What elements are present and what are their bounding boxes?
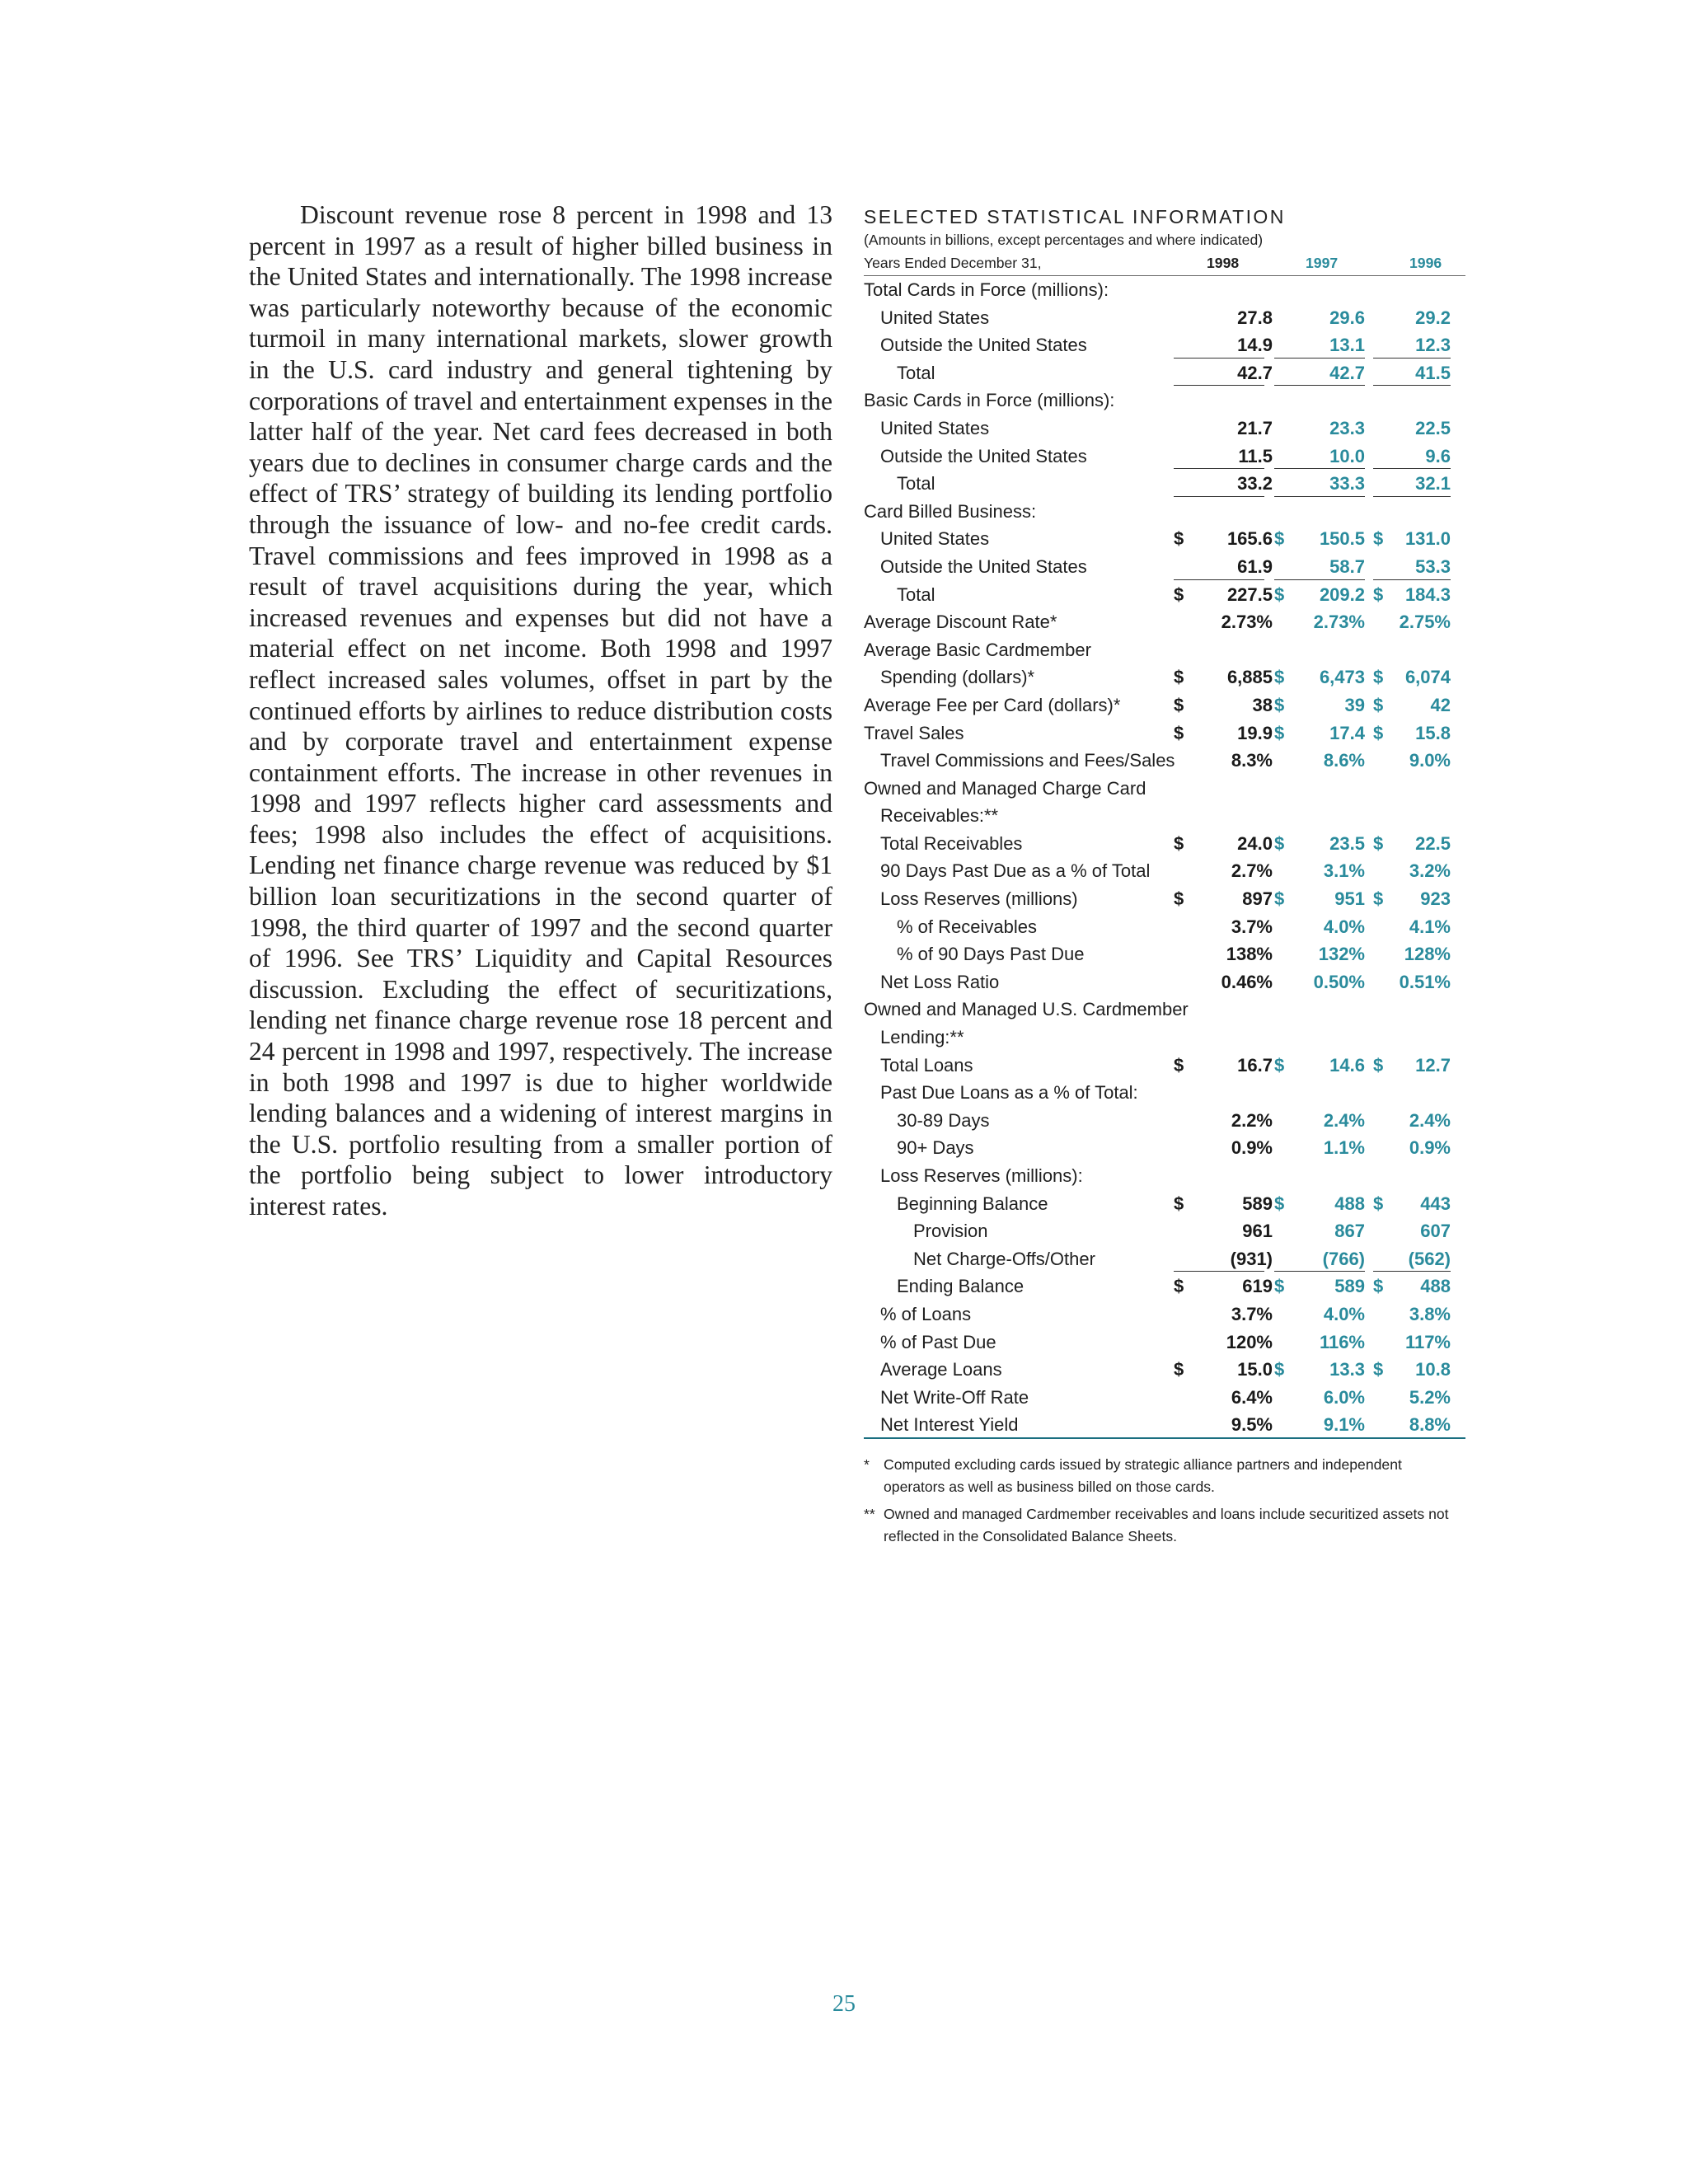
value-1996: 3.2%	[1409, 860, 1451, 882]
row-label: Net Write-Off Rate	[880, 1386, 1029, 1408]
row-label: Total	[897, 362, 935, 383]
value-1996: 0.51%	[1399, 971, 1451, 992]
row-label: Ending Balance	[897, 1276, 1025, 1297]
value-1997: 8.6%	[1323, 750, 1365, 771]
value-1997: 39	[1344, 694, 1365, 715]
dollar-sign: $	[1373, 722, 1384, 743]
value-1996: 4.1%	[1409, 916, 1451, 937]
row-label: Outside the United States	[880, 335, 1087, 356]
row-label: Spending (dollars)*	[880, 667, 1035, 688]
footnote-mark: *	[864, 1455, 870, 1473]
value-1998: 42.7	[1237, 362, 1273, 383]
value-1997: 209.2	[1319, 583, 1365, 605]
value-1998: 16.7	[1237, 1054, 1273, 1076]
dollar-sign: $	[1373, 832, 1384, 854]
value-1996: 42	[1430, 694, 1451, 715]
row-label: Net Interest Yield	[880, 1414, 1019, 1436]
dollar-sign: $	[1373, 694, 1384, 715]
subtotal-rule	[1373, 579, 1451, 580]
stats-row	[864, 304, 1465, 332]
dollar-sign: $	[1174, 583, 1184, 605]
row-label: United States	[880, 528, 990, 550]
subtotal-rule	[1274, 468, 1365, 469]
stats-title: SELECTED STATISTICAL INFORMATION	[864, 206, 1286, 227]
stats-row	[864, 802, 1465, 830]
value-1998: 897	[1242, 888, 1273, 910]
value-1996: 32.1	[1415, 473, 1451, 494]
row-label: % of Loans	[880, 1303, 972, 1324]
value-1997: 2.73%	[1313, 612, 1365, 633]
value-1998: 619	[1242, 1276, 1273, 1297]
value-1996: 2.75%	[1399, 612, 1451, 633]
row-label: Loss Reserves (millions)	[880, 888, 1078, 910]
row-label: 90+ Days	[897, 1137, 974, 1159]
value-1997: 13.1	[1329, 335, 1365, 356]
value-1997: 14.6	[1329, 1054, 1365, 1076]
row-label: Basic Cards in Force (millions):	[864, 390, 1115, 411]
row-label: 30-89 Days	[897, 1109, 990, 1131]
stats-rows	[864, 276, 1465, 1439]
value-1998: 27.8	[1237, 307, 1273, 328]
value-1998: 589	[1242, 1193, 1273, 1214]
year-1998: 1998	[1207, 255, 1240, 271]
value-1998: 2.7%	[1231, 860, 1273, 882]
dollar-sign: $	[1373, 528, 1384, 550]
row-label: Beginning Balance	[897, 1193, 1048, 1214]
value-1996: 12.3	[1415, 335, 1451, 356]
value-1997: 3.1%	[1323, 860, 1365, 882]
row-label: Travel Commissions and Fees/Sales	[880, 750, 1175, 771]
footnote	[864, 1503, 1465, 1548]
value-1998: 2.73%	[1221, 612, 1273, 633]
dollar-sign: $	[1174, 1359, 1184, 1380]
dollar-sign: $	[1274, 1193, 1285, 1214]
subtotal-rule	[1274, 1271, 1365, 1272]
subtotal-rule	[1174, 496, 1264, 497]
value-1997: 1.1%	[1323, 1137, 1365, 1159]
stats-row	[864, 663, 1465, 691]
value-1998: 8.3%	[1231, 750, 1273, 771]
dollar-sign: $	[1174, 667, 1184, 688]
dollar-sign: $	[1274, 667, 1285, 688]
value-1996: 443	[1420, 1193, 1451, 1214]
subtotal-rule	[1174, 579, 1264, 580]
stats-row	[864, 691, 1465, 719]
value-1996: 9.6	[1425, 445, 1451, 466]
row-label: Past Due Loans as a % of Total:	[880, 1082, 1138, 1104]
subtotal-rule	[1274, 579, 1365, 580]
stats-row	[864, 940, 1465, 968]
row-label: Receivables:**	[880, 805, 999, 827]
stats-row	[864, 1411, 1465, 1439]
value-1996: 5.2%	[1409, 1386, 1451, 1408]
stats-row	[864, 525, 1465, 553]
stats-row	[864, 1245, 1465, 1273]
stats-row	[864, 830, 1465, 858]
table-bottom-rule	[864, 1437, 1465, 1439]
dollar-sign: $	[1274, 1276, 1285, 1297]
value-1997: 13.3	[1329, 1359, 1365, 1380]
value-1998: 0.46%	[1221, 971, 1273, 992]
value-1997: 17.4	[1329, 722, 1365, 743]
stats-row	[864, 553, 1465, 581]
dollar-sign: $	[1174, 528, 1184, 550]
stats-row	[864, 747, 1465, 775]
value-1997: (766)	[1322, 1248, 1365, 1269]
value-1997: 10.0	[1329, 445, 1365, 466]
row-label: Net Charge-Offs/Other	[913, 1248, 1095, 1269]
stats-row	[864, 608, 1465, 636]
dollar-sign: $	[1373, 888, 1384, 910]
value-1998: 138%	[1226, 944, 1273, 965]
value-1996: 41.5	[1415, 362, 1451, 383]
stats-row	[864, 415, 1465, 443]
subtotal-rule	[1174, 385, 1264, 386]
year-1997: 1997	[1306, 255, 1339, 271]
year-1996: 1996	[1409, 255, 1442, 271]
row-label: % of Receivables	[897, 916, 1037, 937]
row-label: Total Loans	[880, 1054, 973, 1076]
stats-row	[864, 996, 1465, 1024]
row-label: Loss Reserves (millions):	[880, 1165, 1083, 1186]
stats-row	[864, 1162, 1465, 1190]
value-1997: 116%	[1319, 1331, 1365, 1352]
stats-row	[864, 443, 1465, 471]
dollar-sign: $	[1174, 1276, 1184, 1297]
value-1997: 0.50%	[1313, 971, 1365, 992]
subtotal-rule	[1274, 385, 1365, 386]
value-1998: 15.0	[1237, 1359, 1273, 1380]
value-1996: 607	[1420, 1221, 1451, 1242]
value-1998: 11.5	[1238, 445, 1273, 466]
dollar-sign: $	[1373, 1359, 1384, 1380]
value-1996: 0.9%	[1409, 1137, 1451, 1159]
value-1996: 10.8	[1415, 1359, 1451, 1380]
value-1996: 117%	[1404, 1331, 1451, 1352]
selected-statistical-information	[864, 204, 1465, 1553]
dollar-sign: $	[1274, 528, 1285, 550]
dollar-sign: $	[1274, 1359, 1285, 1380]
value-1996: 53.3	[1415, 555, 1451, 577]
value-1998: 24.0	[1237, 832, 1273, 854]
row-label: Average Discount Rate*	[864, 612, 1057, 633]
value-1997: 150.5	[1319, 528, 1365, 550]
dollar-sign: $	[1174, 694, 1184, 715]
value-1996: 15.8	[1415, 722, 1451, 743]
value-1998: 3.7%	[1231, 916, 1273, 937]
subtotal-rule	[1373, 468, 1451, 469]
row-label: Owned and Managed Charge Card	[864, 777, 1146, 799]
stats-row	[864, 857, 1465, 885]
dollar-sign: $	[1274, 1054, 1285, 1076]
value-1998: 19.9	[1237, 722, 1273, 743]
dollar-sign: $	[1274, 722, 1285, 743]
stats-row	[864, 1190, 1465, 1218]
dollar-sign: $	[1274, 583, 1285, 605]
value-1998: 961	[1242, 1221, 1273, 1242]
row-label: 90 Days Past Due as a % of Total	[880, 860, 1151, 882]
row-label: Average Basic Cardmember	[864, 639, 1091, 660]
value-1997: 589	[1334, 1276, 1365, 1297]
dollar-sign: $	[1174, 888, 1184, 910]
row-label: % of Past Due	[880, 1331, 996, 1352]
stats-row	[864, 1079, 1465, 1107]
value-1998: 14.9	[1237, 335, 1273, 356]
value-1997: 23.3	[1329, 417, 1365, 438]
value-1998: 6,885	[1226, 667, 1273, 688]
value-1996: 488	[1420, 1276, 1451, 1297]
stats-row	[864, 276, 1465, 304]
row-label: Total	[897, 583, 935, 605]
stats-row	[864, 1384, 1465, 1412]
footnote-text: Owned and managed Cardmember receivables and loans include securitized assets not reflected in the Consolidated Balance Sheets.	[884, 1505, 1449, 1544]
row-label: Outside the United States	[880, 555, 1087, 577]
value-1996: 2.4%	[1409, 1109, 1451, 1131]
stats-row	[864, 1301, 1465, 1329]
value-1997: 867	[1334, 1221, 1365, 1242]
subtotal-rule	[1174, 1271, 1264, 1272]
row-label: United States	[880, 307, 990, 328]
dollar-sign: $	[1174, 1193, 1184, 1214]
value-1997: 6,473	[1319, 667, 1365, 688]
subtotal-rule	[1373, 496, 1451, 497]
dollar-sign: $	[1373, 1276, 1384, 1297]
row-label: Lending:**	[880, 1027, 964, 1048]
value-1996: 128%	[1404, 944, 1451, 965]
stats-row	[864, 1024, 1465, 1052]
page-number: 25	[832, 1991, 856, 2017]
value-1996: 6,074	[1404, 667, 1451, 688]
row-label: Owned and Managed U.S. Cardmember	[864, 999, 1189, 1020]
stats-row	[864, 1356, 1465, 1384]
row-label: Outside the United States	[880, 445, 1087, 466]
value-1997: 4.0%	[1323, 916, 1365, 937]
stats-row	[864, 1329, 1465, 1357]
stats-row	[864, 387, 1465, 415]
body-paragraph: Discount revenue rose 8 percent in 1998 and 13 percent in 1997 as a result of higher billed business in the United States and internationally. The 1998 increase was particularly noteworthy because of the economic turmoil in many international markets, slower growth in the U.S. card industry and general tightening by corporations of travel and entertainment expenses in the latter half of the year. Net card fees decreased in both years due to declines in consumer charge cards and the effect of TRS’ strategy of building its lending portfolio through the issuance of low- and no-fee credit cards. Travel commissions and fees improved in 1998 as a result of travel acquisitions during the year, which increased revenues and expenses but did not have a material effect on net income. Both 1998 and 1997 reflect increased sales volumes, offset in part by the continued efforts by airlines to reduce distribution costs and by corporate travel and entertainment expense containment efforts. The increase in other revenues in 1998 and 1997 reflects higher card assessments and fees; 1998 also includes the effect of acquisitions. Lending net finance charge revenue was reduced by $1 billion loan securitizations in the second quarter of 1998, the third quarter of 1997 and the second quarter of 1996. See TRS’ Liquidity and Capital Resources discussion. Excluding the effect of securitizations, lending net finance charge revenue rose 18 percent and 24 percent in 1998 and 1997, respectively. The increase in both 1998 and 1997 is due to higher worldwide lending balances and a widening of interest margins in the U.S. portfolio resulting from a smaller portion of the portfolio being subject to lower introductory interest rates.	[249, 200, 832, 1221]
value-1996: 184.3	[1404, 583, 1451, 605]
dollar-sign: $	[1274, 832, 1285, 854]
dollar-sign: $	[1174, 832, 1184, 854]
value-1997: 23.5	[1329, 832, 1365, 854]
stats-header-row	[864, 251, 1465, 276]
dollar-sign: $	[1373, 1054, 1384, 1076]
value-1997: 2.4%	[1323, 1109, 1365, 1131]
value-1998: 3.7%	[1231, 1303, 1273, 1324]
dollar-sign: $	[1373, 1193, 1384, 1214]
value-1996: 923	[1420, 888, 1451, 910]
subtotal-rule	[1373, 385, 1451, 386]
stats-row	[864, 885, 1465, 913]
value-1997: 488	[1334, 1193, 1365, 1214]
value-1998: 38	[1252, 694, 1273, 715]
row-label: Average Fee per Card (dollars)*	[864, 694, 1121, 715]
subtotal-rule	[1274, 496, 1365, 497]
value-1998: 61.9	[1237, 555, 1273, 577]
value-1996: 29.2	[1415, 307, 1451, 328]
header-label: Years Ended December 31,	[864, 255, 1042, 271]
value-1996: 12.7	[1415, 1054, 1451, 1076]
subtotal-rule	[1274, 358, 1365, 359]
value-1997: 42.7	[1329, 362, 1365, 383]
dollar-sign: $	[1274, 888, 1285, 910]
stats-row	[864, 581, 1465, 609]
stats-row	[864, 968, 1465, 996]
row-label: Total	[897, 473, 935, 494]
stats-row	[864, 1134, 1465, 1162]
row-label: % of 90 Days Past Due	[897, 944, 1085, 965]
value-1997: 132%	[1318, 944, 1365, 965]
value-1998: 165.6	[1226, 528, 1273, 550]
value-1998: 9.5%	[1231, 1414, 1273, 1436]
value-1997: 33.3	[1329, 473, 1365, 494]
row-label: Total Receivables	[880, 832, 1023, 854]
subtotal-rule	[1174, 468, 1264, 469]
row-label: Travel Sales	[864, 722, 964, 743]
value-1996: 9.0%	[1409, 750, 1451, 771]
value-1998: 33.2	[1237, 473, 1273, 494]
value-1998: 120%	[1226, 1331, 1273, 1352]
dollar-sign: $	[1373, 583, 1384, 605]
value-1998: 21.7	[1237, 417, 1273, 438]
value-1998: 2.2%	[1231, 1109, 1273, 1131]
stats-row	[864, 1052, 1465, 1080]
value-1996: 22.5	[1415, 417, 1451, 438]
stats-row	[864, 719, 1465, 748]
dollar-sign: $	[1174, 722, 1184, 743]
value-1998: 6.4%	[1231, 1386, 1273, 1408]
value-1996: 22.5	[1415, 832, 1451, 854]
value-1997: 4.0%	[1323, 1303, 1365, 1324]
stats-row	[864, 775, 1465, 803]
value-1996: 131.0	[1404, 528, 1451, 550]
row-label: Average Loans	[880, 1359, 1002, 1380]
row-label: Card Billed Business:	[864, 500, 1037, 522]
value-1997: 951	[1334, 888, 1365, 910]
subtotal-rule	[1373, 1271, 1451, 1272]
footnote-mark: **	[864, 1505, 875, 1522]
stats-footnotes	[864, 1454, 1465, 1548]
body-text-column	[249, 199, 832, 1222]
stats-row	[864, 359, 1465, 387]
footnote-text: Computed excluding cards issued by strategic alliance partners and independent operators as well as business billed on those cards.	[884, 1455, 1402, 1495]
value-1996: 8.8%	[1409, 1414, 1451, 1436]
value-1996: (562)	[1408, 1248, 1451, 1269]
stats-row	[864, 913, 1465, 941]
value-1996: 3.8%	[1409, 1303, 1451, 1324]
row-label: Provision	[913, 1221, 988, 1242]
row-label: Total Cards in Force (millions):	[864, 279, 1109, 300]
stats-row	[864, 470, 1465, 498]
dollar-sign: $	[1174, 1054, 1184, 1076]
subtotal-rule	[1373, 358, 1451, 359]
subtotal-rule	[1174, 358, 1264, 359]
stats-row	[864, 1272, 1465, 1301]
value-1998: 227.5	[1226, 583, 1273, 605]
row-label: United States	[880, 417, 990, 438]
stats-row	[864, 1107, 1465, 1135]
value-1997: 29.6	[1329, 307, 1365, 328]
value-1997: 9.1%	[1323, 1414, 1365, 1436]
stats-row	[864, 498, 1465, 526]
stats-row	[864, 1217, 1465, 1245]
stats-row	[864, 636, 1465, 664]
dollar-sign: $	[1274, 694, 1285, 715]
value-1998: 0.9%	[1231, 1137, 1273, 1159]
value-1997: 6.0%	[1323, 1386, 1365, 1408]
value-1997: 58.7	[1329, 555, 1365, 577]
dollar-sign: $	[1373, 667, 1384, 688]
value-1998: (931)	[1230, 1248, 1273, 1269]
stats-row	[864, 331, 1465, 359]
stats-subtitle: (Amounts in billions, except percentages and where indicated)	[864, 232, 1264, 248]
row-label: Net Loss Ratio	[880, 971, 1000, 992]
footnote	[864, 1454, 1465, 1498]
